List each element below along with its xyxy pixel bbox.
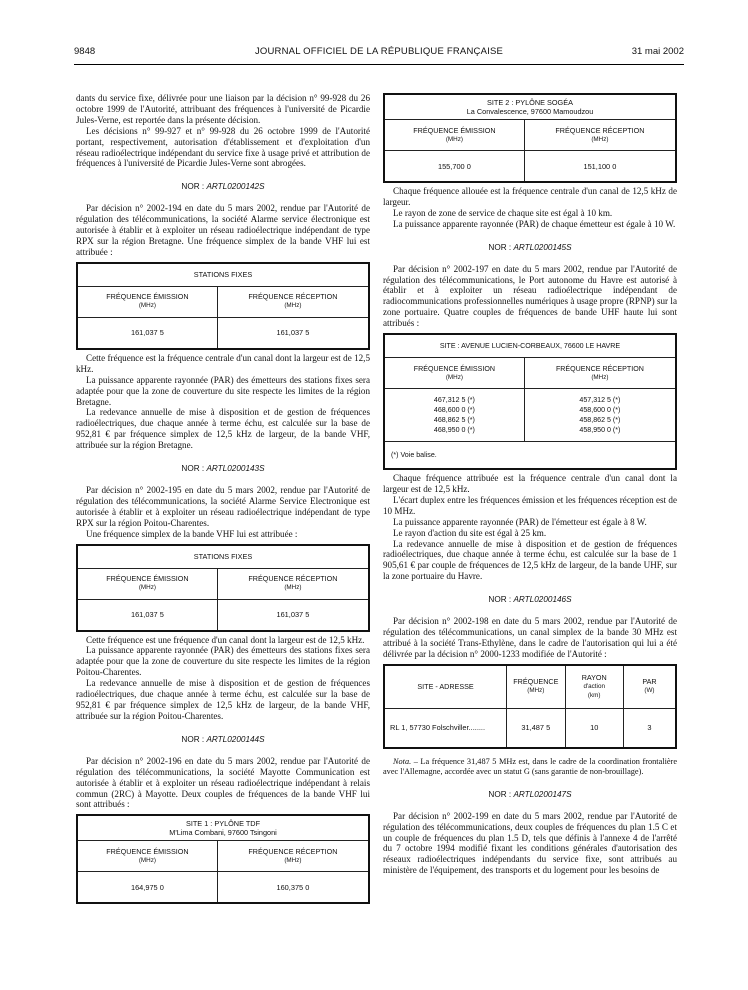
nor-code: ARTL0200147S — [513, 789, 572, 799]
page-number: 9848 — [74, 46, 96, 57]
nor-label: NOR : — [488, 595, 512, 605]
table-title: SITE 2 : PYLÔNE SOGÉA La Convalescence, 97600 Mamoudzou — [384, 94, 676, 120]
paragraph: Chaque fréquence attribuée est la fréquence centrale d'un canal dont la largeur est de 12,5 kHz. — [383, 473, 677, 494]
nor-reference — [383, 790, 677, 799]
column-header-reception: FRÉQUENCE RÉCEPTION (MHz) — [217, 286, 369, 317]
nor-reference — [76, 464, 370, 473]
paragraph: L'écart duplex entre les fréquences émission et les fréquences réception est de 10 MHz. — [383, 494, 677, 516]
table-footnote: (*) Voie balise. — [384, 442, 676, 470]
nor-label: NOR : — [488, 789, 512, 799]
paragraph: Cette fréquence est une fréquence d'un canal dont la largeur est de 12,5 kHz. — [86, 634, 365, 645]
column-header-site: SITE - ADRESSE — [384, 665, 507, 709]
frequency-value: 458,600 0 (*) — [579, 406, 621, 415]
paragraph: dants du service fixe, délivrée pour une liaison par la décision n° 99-928 du 26 octobre 1999 de l'Autorité, attribuant des fréquences à l'université de Picardie Jules-Verne, est reportée dans la présente décision. — [76, 93, 370, 125]
column-header-emission: FRÉQUENCE ÉMISSION (MHz) — [77, 286, 217, 317]
column-header-emission: FRÉQUENCE ÉMISSION (MHz) — [384, 120, 524, 151]
column-header-reception: FRÉQUENCE RÉCEPTION (MHz) — [217, 568, 369, 599]
paragraph: Cette fréquence est la fréquence centrale d'un canal dont la largeur est de 12,5 kHz. — [76, 352, 370, 374]
paragraph: Chaque fréquence allouée est la fréquence centrale d'un canal de 12,5 kHz de largeur. — [383, 186, 677, 207]
nor-reference — [383, 243, 677, 252]
frequency-table-poitou-charentes — [76, 544, 370, 632]
table-cell: 155,700 0 — [384, 151, 524, 183]
nor-label: NOR : — [181, 182, 205, 192]
nota-label: Nota. — [393, 756, 412, 766]
table-cell: 10 — [565, 708, 623, 748]
paragraph: La puissance apparente rayonnée (PAR) des émetteurs des stations fixes sera adaptée pour que la zone de couverture du site respecte les limites de la région Bretagne. — [76, 374, 370, 407]
table-cell: 151,100 0 — [524, 151, 676, 183]
paragraph: Par décision n° 2002-195 en date du 5 mars 2002, rendue par l'Autorité de régulation des télécommunications, la société Alarme Service Electronique est autorisée à établir et à exploiter un réseau radioélectrique indépendant de type RPX sur la région Poitou-Charentes. — [76, 485, 370, 528]
column-header-reception: FRÉQUENCE RÉCEPTION (MHz) — [217, 841, 369, 872]
nor-code: ARTL0200143S — [206, 464, 265, 474]
paragraph: Une fréquence simplex de la bande VHF lui est attribuée : — [86, 528, 298, 539]
frequency-table-site-1 — [76, 814, 370, 904]
column-header-frequency: FRÉQUENCE (MHz) — [507, 665, 565, 709]
frequency-table-bretagne — [76, 262, 370, 350]
nor-label: NOR : — [181, 734, 205, 744]
paragraph: Le rayon de zone de service de chaque site est égal à 10 km. — [393, 207, 613, 218]
paragraph: La redevance annuelle de mise à disposition et de gestion de fréquences radioélectriques, due chaque année à terme échu, est calculée sur la base de 952,81 € par fréquence simplex de 12,5 kHz de largeur, de la bande VHF, attribuée sur la région Bretagne. — [76, 407, 370, 451]
table-cell: 164,975 0 — [77, 872, 217, 904]
table-cell — [384, 389, 524, 442]
table-cell — [524, 389, 676, 442]
frequency-table-site-2 — [383, 93, 677, 183]
frequency-table-folschviller — [383, 664, 677, 749]
nota-text: – La fréquence 31,487 5 MHz est, dans le cadre de la coordination frontalière avec l'Allemagne, accordée avec un statut G (sans garantie de non-brouillage). — [383, 756, 677, 776]
table-cell: 3 — [623, 708, 676, 748]
table-cell: 160,375 0 — [217, 872, 369, 904]
paragraph: Par décision n° 2002-196 en date du 5 mars 2002, rendue par l'Autorité de régulation des télécommunications, la société Mayotte Communication est autorisée à établir et à exploiter un réseau radioélectrique indépendant à relais commun (2RC) à Mayotte. Deux couples de fréquences de la bande VHF lui sont attribués : — [76, 755, 370, 810]
paragraph: Le rayon d'action du site est égal à 25 km. — [393, 527, 547, 538]
nota-note — [383, 757, 677, 777]
paragraph: Par décision n° 2002-199 en date du 5 mars 2002, rendue par l'Autorité de régulation des télécommunications, deux couples de fréquences du plan 1.5 C et un couple de fréquences du plan 1.5 D, tels que définis à l'annexe 4 de l'arrêté du 7 octobre 1994 modifié fixant les conditions générales d'autorisation des réseaux radioélectriques indépendants du service fixe, sont attribués au ministère de l'équipement, des transports et du logement pour les besoins de — [383, 810, 677, 876]
paragraph: Par décision n° 2002-194 en date du 5 mars 2002, rendue par l'Autorité de régulation des télécommunications, la société Alarme service électronique est autorisée à établir et à exploiter un réseau radioélectrique indépendant de type RPX sur la région Bretagne. Une fréquence simplex de la bande VHF lui est attribuée : — [76, 203, 370, 257]
table-cell: 161,037 5 — [77, 317, 217, 349]
paragraph: La redevance annuelle de mise à disposition et de gestion de fréquences radioélectriques, due chaque année à terme échu, est calculée sur la base de 952,81 € par fréquence simplex de 12,5 kHz de largeur, de la bande VHF, attribuée sur la région Poitou-Charentes. — [76, 678, 370, 721]
paragraph: Par décision n° 2002-198 en date du 5 mars 2002, rendue par l'Autorité de régulation des télécommunications, un canal simplex de la bande 30 MHz est attribué à la société Trans-Ethylène, dans le cadre de l'autorisation qui lui a été délivrée par la décision n° 2000-1233 modifiée de l'Autorité : — [383, 616, 677, 659]
nor-code: ARTL0200145S — [513, 242, 572, 252]
table-title: STATIONS FIXES — [77, 545, 369, 569]
column-header-emission: FRÉQUENCE ÉMISSION (MHz) — [77, 568, 217, 599]
table-cell: 161,037 5 — [77, 599, 217, 631]
nor-label: NOR : — [488, 242, 512, 252]
table-cell: 161,037 5 — [217, 599, 369, 631]
frequency-value: 468,600 0 (*) — [433, 406, 475, 415]
nor-code: ARTL0200142S — [206, 182, 265, 192]
frequency-value: 458,950 0 (*) — [579, 426, 621, 435]
nor-code: ARTL0200146S — [513, 595, 572, 605]
paragraph: Par décision n° 2002-197 en date du 5 mars 2002, rendue par l'Autorité de régulation des télécommunications, le Port autonome du Havre est autorisé à établir et à exploiter un réseau radioélectrique indépendant de radiocommunications professionnelles numériques à usage propre (RPNP) sur la zone portuaire. Quatre couples de fréquences de bande UHF haute lui sont attribués : — [383, 263, 677, 329]
table-cell: 161,037 5 — [217, 317, 369, 349]
column-header-emission: FRÉQUENCE ÉMISSION (MHz) — [77, 841, 217, 872]
table-cell: 31,487 5 — [507, 708, 565, 748]
nor-label: NOR : — [181, 464, 205, 474]
frequency-table-le-havre — [383, 333, 677, 470]
table-cell: RL 1, 57730 Folschviller........ — [384, 708, 507, 748]
paragraph: Les décisions n° 99-927 et n° 99-928 du 26 octobre 1999 de l'Autorité portant, respectivement, autorisation d'établissement et d'exploitation d'un réseau radioélectrique indépendant du service fixe à usage privé et attribution de fréquences à l'université de Picardie Jules-Verne sont abrogées. — [76, 125, 370, 169]
column-header-par: PAR (W) — [623, 665, 676, 709]
frequency-value: 468,950 0 (*) — [433, 426, 475, 435]
paragraph: La puissance apparente rayonnée (PAR) de l'émetteur est égale à 8 W. — [393, 516, 647, 527]
column-header-reception: FRÉQUENCE RÉCEPTION (MHz) — [524, 120, 676, 151]
nor-code: ARTL0200144S — [206, 734, 265, 744]
paragraph: La puissance apparente rayonnée (PAR) des émetteurs des stations fixes sera adaptée pour que la zone de couverture du site respecte les limites de la région Poitou-Charentes. — [76, 645, 370, 678]
paragraph: La puissance apparente rayonnée (PAR) de chaque émetteur est égale à 10 W. — [393, 218, 676, 229]
column-header-emission: FRÉQUENCE ÉMISSION (MHz) — [384, 358, 524, 389]
frequency-value: 458,862 5 (*) — [579, 416, 621, 425]
frequency-value: 457,312 5 (*) — [579, 396, 621, 405]
column-header-radius: RAYON d'action (km) — [565, 665, 623, 709]
table-title: STATIONS FIXES — [77, 263, 369, 287]
paragraph: La redevance annuelle de mise à disposition et de gestion de fréquences radioélectriques, due chaque année à terme échu, est calculée sur la base de 1 905,61 € par couple de fréquences de 12,5 kHz de largeur, de la bande UHF, sur la zone portuaire du Havre. — [383, 538, 677, 582]
nor-reference — [383, 595, 677, 604]
right-column — [383, 93, 677, 876]
frequency-value: 467,312 5 (*) — [433, 396, 475, 405]
table-title: SITE : AVENUE LUCIEN-CORBEAUX, 76600 LE HAVRE — [384, 334, 676, 358]
table-title: SITE 1 : PYLÔNE TDF M'Lima Combani, 97600 Tsingoni — [77, 815, 369, 841]
page-header — [74, 44, 684, 65]
issue-date: 31 mai 2002 — [631, 46, 684, 57]
journal-title: JOURNAL OFFICIEL DE LA RÉPUBLIQUE FRANÇAISE — [254, 46, 504, 57]
column-header-reception: FRÉQUENCE RÉCEPTION (MHz) — [524, 358, 676, 389]
nor-reference — [76, 182, 370, 191]
nor-reference — [76, 735, 370, 744]
frequency-value: 468,862 5 (*) — [433, 416, 475, 425]
left-column — [76, 93, 370, 907]
